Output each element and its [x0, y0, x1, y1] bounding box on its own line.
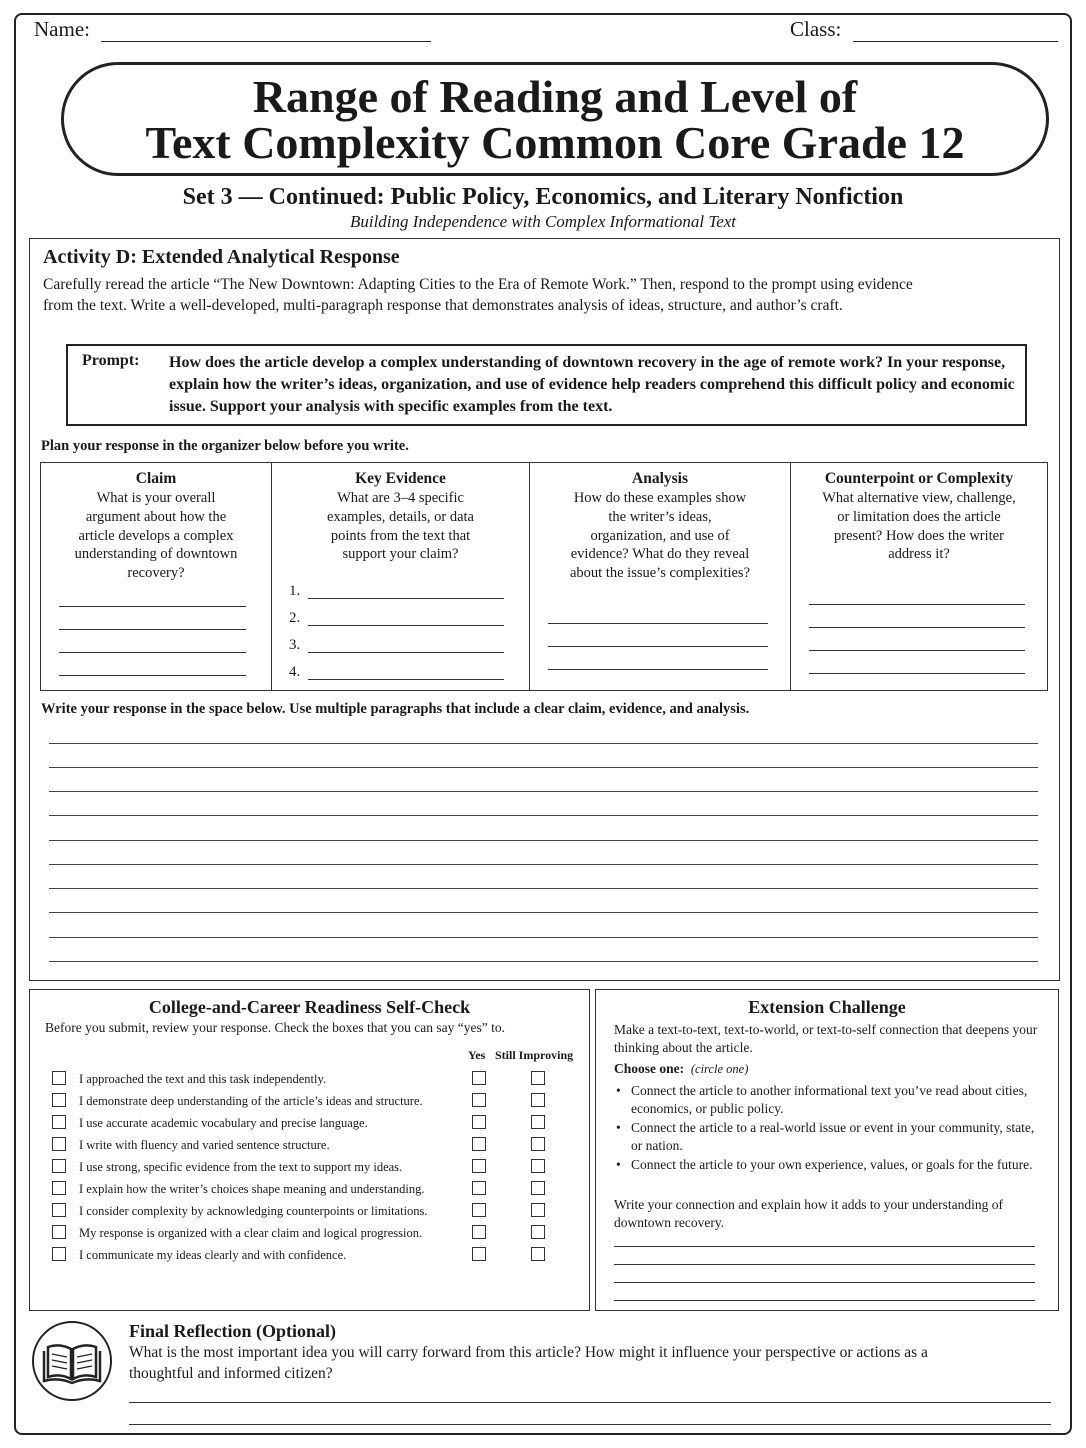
item-checkbox[interactable] [52, 1159, 66, 1173]
evidence-write-line[interactable] [308, 652, 504, 653]
response-line[interactable] [49, 961, 1038, 962]
checklist-item-text: I use accurate academic vocabulary and precise language. [79, 1116, 368, 1130]
bullet-icon: • [616, 1083, 621, 1098]
item-checkbox[interactable] [52, 1203, 66, 1217]
still-improving-checkbox[interactable] [531, 1115, 545, 1129]
extension-write-line[interactable] [614, 1264, 1035, 1265]
response-line[interactable] [49, 840, 1038, 841]
extension-write-line[interactable] [614, 1300, 1035, 1301]
title-line-1: Range of Reading and Level of [252, 71, 858, 122]
bullet-icon: • [616, 1120, 621, 1135]
choose-one-label: Choose one: [614, 1061, 685, 1076]
still-improving-checkbox[interactable] [531, 1159, 545, 1173]
book-icon [32, 1321, 112, 1401]
analysis-write-line[interactable] [548, 623, 768, 624]
checklist-item-text: I explain how the writer’s choices shape meaning and understanding. [79, 1182, 425, 1196]
reflection-write-line[interactable] [129, 1424, 1051, 1425]
checklist-item-text: I demonstrate deep understanding of the article’s ideas and structure. [79, 1094, 423, 1108]
claim-heading: Claim [135, 470, 177, 487]
yes-checkbox[interactable] [472, 1071, 486, 1085]
response-line[interactable] [49, 791, 1038, 792]
self-check-title: College-and-Career Readiness Self-Check [148, 997, 471, 1017]
item-checkbox[interactable] [52, 1225, 66, 1239]
extension-option-text: Connect the article to your own experience, values, or goals for the future. [631, 1157, 1033, 1172]
item-checkbox[interactable] [52, 1137, 66, 1151]
set-tagline: Building Independence with Complex Informational Text [349, 212, 737, 231]
response-line[interactable] [49, 743, 1038, 744]
item-checkbox[interactable] [52, 1071, 66, 1085]
title-line-2: Text Complexity Common Core Grade 12 [145, 117, 965, 168]
yes-checkbox[interactable] [472, 1115, 486, 1129]
extension-option[interactable] [614, 1119, 1039, 1154]
evidence-write-line[interactable] [308, 625, 504, 626]
yes-checkbox[interactable] [472, 1137, 486, 1151]
item-checkbox[interactable] [52, 1181, 66, 1195]
evidence-number: 2. [289, 610, 301, 626]
yes-checkbox[interactable] [472, 1093, 486, 1107]
response-line[interactable] [49, 815, 1038, 816]
response-line[interactable] [49, 864, 1038, 865]
name-field [34, 17, 431, 42]
response-instructions: Write your response in the space below. Use multiple paragraphs that include a clear claim, evidence, and analysis. [41, 701, 750, 717]
organizer-claim-column [41, 463, 272, 690]
counterpoint-write-line[interactable] [809, 627, 1025, 628]
still-improving-column-header: Still Improving [495, 1048, 574, 1062]
response-line[interactable] [49, 888, 1038, 889]
reflection-write-line[interactable] [129, 1402, 1051, 1403]
extension-write-line[interactable] [614, 1246, 1035, 1247]
yes-checkbox[interactable] [472, 1181, 486, 1195]
prompt-text: How does the article develop a complex understanding of downtown recovery in the age of remote work? In your response, explain how the writer’s ideas, organization, and use of evidence help readers comprehend this difficult policy and economic issue. Support your analysis with specific examples from the text. [169, 354, 1015, 415]
activity-intro: Carefully reread the article “The New Downtown: Adapting Cities to the Era of Remote Work.” Then, respond to the prompt using evidence from the text. Write a well-developed, multi-paragraph response that demonstrates analysis of ideas, structure, and author’s craft. [43, 276, 913, 314]
checklist-item-text: I consider complexity by acknowledging counterpoints or limitations. [79, 1204, 428, 1218]
still-improving-checkbox[interactable] [531, 1225, 545, 1239]
evidence-heading: Key Evidence [355, 470, 446, 487]
counterpoint-write-line[interactable] [809, 604, 1025, 605]
graphic-organizer [40, 462, 1048, 691]
evidence-write-line[interactable] [308, 598, 504, 599]
activity-title: Activity D: Extended Analytical Response [43, 246, 400, 268]
choose-one-line [614, 1060, 1044, 1078]
evidence-question: What are 3–4 specific examples, details, or data points from the text that support your claim? [327, 490, 474, 563]
claim-write-line[interactable] [59, 652, 246, 653]
evidence-write-line[interactable] [308, 679, 504, 680]
response-line[interactable] [49, 767, 1038, 768]
counterpoint-heading: Counterpoint or Complexity [824, 470, 1014, 487]
still-improving-checkbox[interactable] [531, 1247, 545, 1261]
still-improving-checkbox[interactable] [531, 1181, 545, 1195]
extension-write-line[interactable] [614, 1282, 1035, 1283]
extension-option-text: Connect the article to a real-world issue or event in your community, state, or nation. [631, 1120, 1035, 1153]
extension-option[interactable] [614, 1082, 1039, 1117]
still-improving-checkbox[interactable] [531, 1071, 545, 1085]
organizer-analysis-column [530, 463, 791, 690]
yes-checkbox[interactable] [472, 1225, 486, 1239]
circle-one-note: (circle one) [690, 1062, 749, 1076]
counterpoint-write-line[interactable] [809, 650, 1025, 651]
still-improving-checkbox[interactable] [531, 1093, 545, 1107]
analysis-write-line[interactable] [548, 669, 768, 670]
plan-instructions: Plan your response in the organizer below before you write. [41, 438, 409, 454]
yes-column-header: Yes [468, 1048, 486, 1062]
evidence-number: 1. [289, 583, 301, 599]
checklist-item-text: I use strong, specific evidence from the text to support my ideas. [79, 1160, 403, 1174]
counterpoint-write-line[interactable] [809, 673, 1025, 674]
yes-checkbox[interactable] [472, 1159, 486, 1173]
extension-intro: Make a text-to-text, text-to-world, or text-to-self connection that deepens your thinking about the article. [614, 1022, 1038, 1055]
class-label: Class: [790, 17, 842, 41]
yes-checkbox[interactable] [472, 1247, 486, 1261]
analysis-heading: Analysis [632, 470, 688, 487]
claim-write-line[interactable] [59, 675, 246, 676]
self-check-intro: Before you submit, review your response. Check the boxes that you can say “yes” to. [45, 1020, 506, 1035]
extension-option-text: Connect the article to another informational text you’ve read about cities, economics, or public policy. [631, 1083, 1028, 1116]
title-banner [61, 62, 1049, 176]
evidence-number: 4. [289, 664, 301, 680]
still-improving-checkbox[interactable] [531, 1137, 545, 1151]
reflection-text: What is the most important idea you will carry forward from this article? How might it influence your perspective or actions as a thoughtful and informed citizen? [129, 1344, 928, 1382]
item-checkbox[interactable] [52, 1115, 66, 1129]
claim-write-line[interactable] [59, 629, 246, 630]
claim-question: What is your overall argument about how the article develops a complex understanding of downtown recovery? [74, 490, 238, 582]
analysis-question: How do these examples show the writer’s ideas, organization, and use of evidence? What do they reveal about the issue’s complexities? [570, 490, 751, 582]
item-checkbox[interactable] [52, 1093, 66, 1107]
yes-checkbox[interactable] [472, 1203, 486, 1217]
name-input-line[interactable] [101, 22, 431, 42]
claim-write-line[interactable] [59, 606, 246, 607]
extension-option[interactable] [614, 1156, 1039, 1174]
class-input-line[interactable] [853, 22, 1058, 42]
extension-title: Extension Challenge [748, 997, 906, 1017]
organizer-evidence-column [272, 463, 530, 690]
evidence-number: 3. [289, 637, 301, 653]
checklist-item-text: I write with fluency and varied sentence structure. [79, 1138, 330, 1152]
checklist-item-text: I approached the text and this task independently. [79, 1072, 327, 1086]
counterpoint-question: What alternative view, challenge, or limitation does the article present? How does the writer address it? [822, 490, 1016, 563]
still-improving-checkbox[interactable] [531, 1203, 545, 1217]
response-line[interactable] [49, 937, 1038, 938]
response-line[interactable] [49, 912, 1038, 913]
name-label: Name: [34, 17, 90, 41]
organizer-counterpoint-column [791, 463, 1047, 690]
reflection-title: Final Reflection (Optional) [129, 1321, 336, 1341]
analysis-write-line[interactable] [548, 646, 768, 647]
checklist-item-text: My response is organized with a clear claim and logical progression. [79, 1226, 423, 1240]
checklist-item-text: I communicate my ideas clearly and with confidence. [79, 1248, 347, 1262]
class-field [790, 17, 1058, 42]
bullet-icon: • [616, 1157, 621, 1172]
item-checkbox[interactable] [52, 1247, 66, 1261]
prompt-label: Prompt: [82, 352, 140, 369]
extension-outro: Write your connection and explain how it adds to your understanding of downtown recovery. [614, 1197, 1003, 1230]
set-subtitle: Set 3 — Continued: Public Policy, Economics, and Literary Nonfiction [182, 184, 904, 210]
